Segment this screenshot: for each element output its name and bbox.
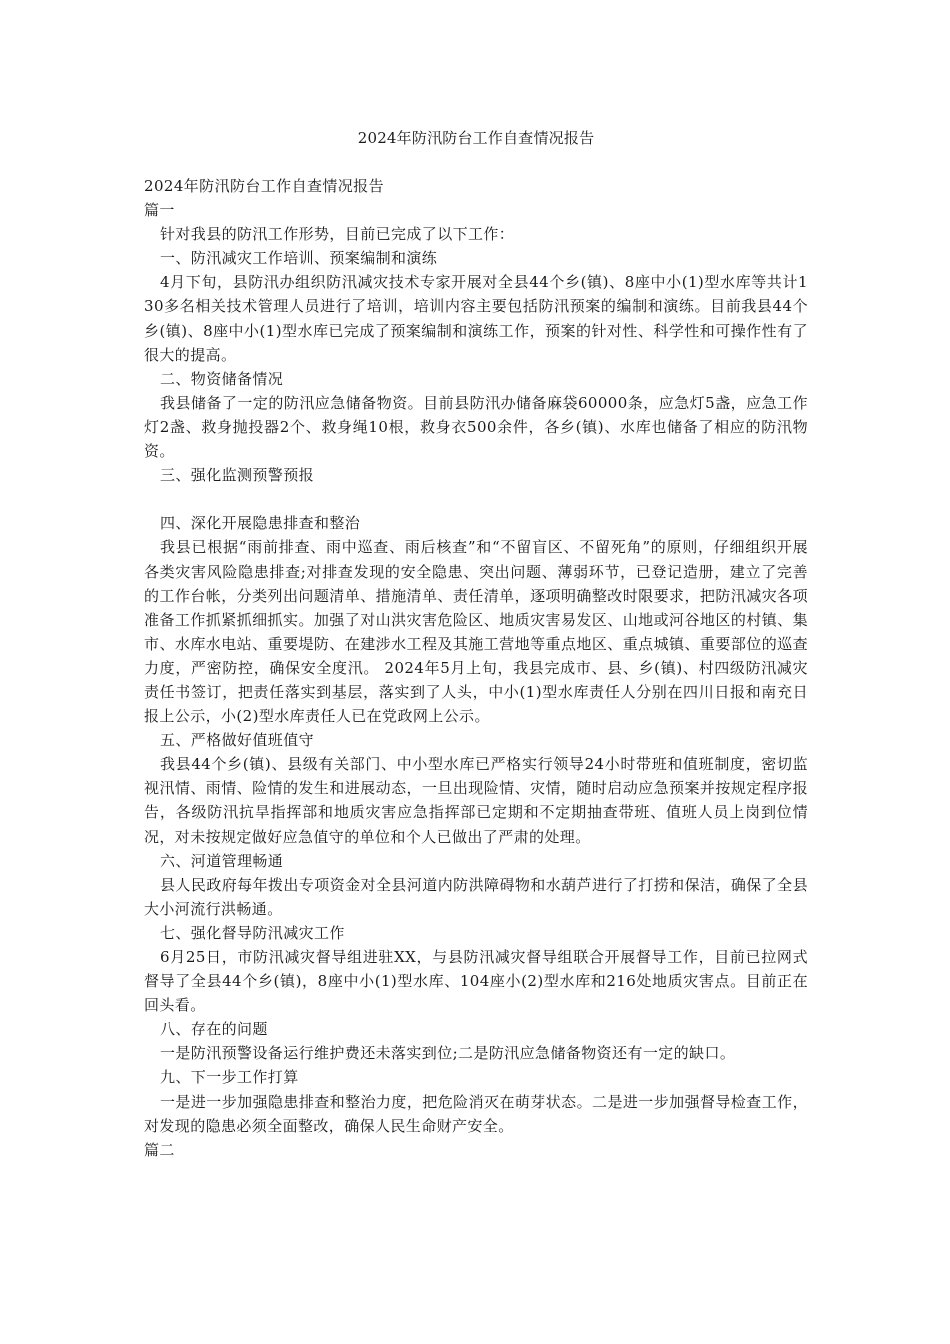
section-paragraph: 县人民政府每年拨出专项资金对全县河道内防洪障碍物和水葫芦进行了打捞和保洁，确保了全县大小河流行洪畅通。 [144, 875, 808, 918]
document-subtitle: 2024年防汛防台工作自查情况报告 [144, 177, 384, 195]
section-heading: 六、河道管理畅通 [160, 851, 284, 870]
section-heading: 二、物资储备情况 [160, 369, 284, 388]
section-paragraph: 我县储备了一定的防汛应急储备物资。目前县防汛办储备麻袋60000条，应急灯5盏，应急工作灯2盏、救身抛投器2个、救身绳10根，救身衣500余件，各乡(镇)、水库也储备了相应的防汛物资。 [144, 393, 808, 461]
section-heading: 七、强化督导防汛减灾工作 [160, 923, 345, 942]
section-heading: 一、防汛减灾工作培训、预案编制和演练 [160, 249, 438, 268]
section-paragraph: 4月下旬，县防汛办组织防汛减灾技术专家开展对全县44个乡(镇)、8座中小(1)型水库等共计130多名相关技术管理人员进行了培训，培训内容主要包括防汛预案的编制和演练。目前我县44个乡(镇)、8座中小(1)型水库已完成了预案编制和演练工作，预案的针对性、科学性和可操作性有了很大的提高。 [144, 273, 808, 364]
section-heading: 四、深化开展隐患排查和整治 [160, 514, 361, 533]
section-paragraph: 6月25日，市防汛减灾督导组进驻XX，与县防汛减灾督导组联合开展督导工作，目前已拉网式督导了全县44个乡(镇)，8座中小(1)型水库、104座小(2)型水库和216处地质灾害点。目前正在回头看。 [144, 948, 808, 1015]
section-paragraph: 一是防汛预警设备运行维护费还未落实到位;二是防汛应急储备物资还有一定的缺口。 [160, 1044, 736, 1063]
part-label: 篇二 [144, 1140, 175, 1159]
section-heading: 三、强化监测预警预报 [160, 466, 315, 485]
section-heading: 五、严格做好值班值守 [160, 731, 315, 750]
section-paragraph: 一是进一步加强隐患排查和整治力度，把危险消灭在萌芽状态。二是进一步加强督导检查工作，对发现的隐患必须全面整改，确保人民生命财产安全。 [144, 1092, 808, 1135]
section-paragraph: 我县44个乡(镇)、县级有关部门、中小型水库已严格实行领导24小时带班和值班制度，密切监视汛情、雨情、险情的发生和进展动态，一旦出现险情、灾情，随时启动应急预案并按规定程序报告，各级防汛抗旱指挥部和地质灾害应急指挥部已定期和不定期抽查带班、值班人员上岗到位情况，对未按规定做好应急值守的单位和个人已做出了严肃的处理。 [144, 755, 808, 846]
part-label: 篇一 [144, 201, 175, 220]
document-body [144, 174, 808, 1162]
intro-paragraph: 针对我县的防汛工作形势，目前已完成了以下工作： [160, 225, 515, 244]
section-paragraph: 我县已根据“雨前排查、雨中巡查、雨后核查”和“不留盲区、不留死角”的原则，仔细组织开展各类灾害风险隐患排查;对排查发现的安全隐患、突出问题、薄弱环节，已登记造册，建立了完善的工作台帐，分类列出问题清单、措施清单、责任清单，逐项明确整改时限要求，把防汛减灾各项准备工作抓紧抓细抓实。加强了对山洪灾害危险区、地质灾害易发区、山地或河谷地区的村镇、集市、水库水电站、重要堤防、在建涉水工程及其施工营地等重点地区、重点城镇、重要部位的巡查力度，严密防控，确保安全度汛。 2024年5月上旬，我县完成市、县、乡(镇)、村四级防汛减灾责任书签订，把责任落实到基层，落实到了人头，中小(1)型水库责任人分别在四川日报和南充日报上公示，小(2)型水库责任人已在党政网上公示。 [144, 538, 808, 726]
blank-line [144, 487, 808, 511]
section-heading: 八、存在的问题 [160, 1020, 268, 1039]
section-heading: 九、下一步工作打算 [160, 1068, 299, 1087]
document-title: 2024年防汛防台工作自查情况报告 [357, 129, 595, 147]
